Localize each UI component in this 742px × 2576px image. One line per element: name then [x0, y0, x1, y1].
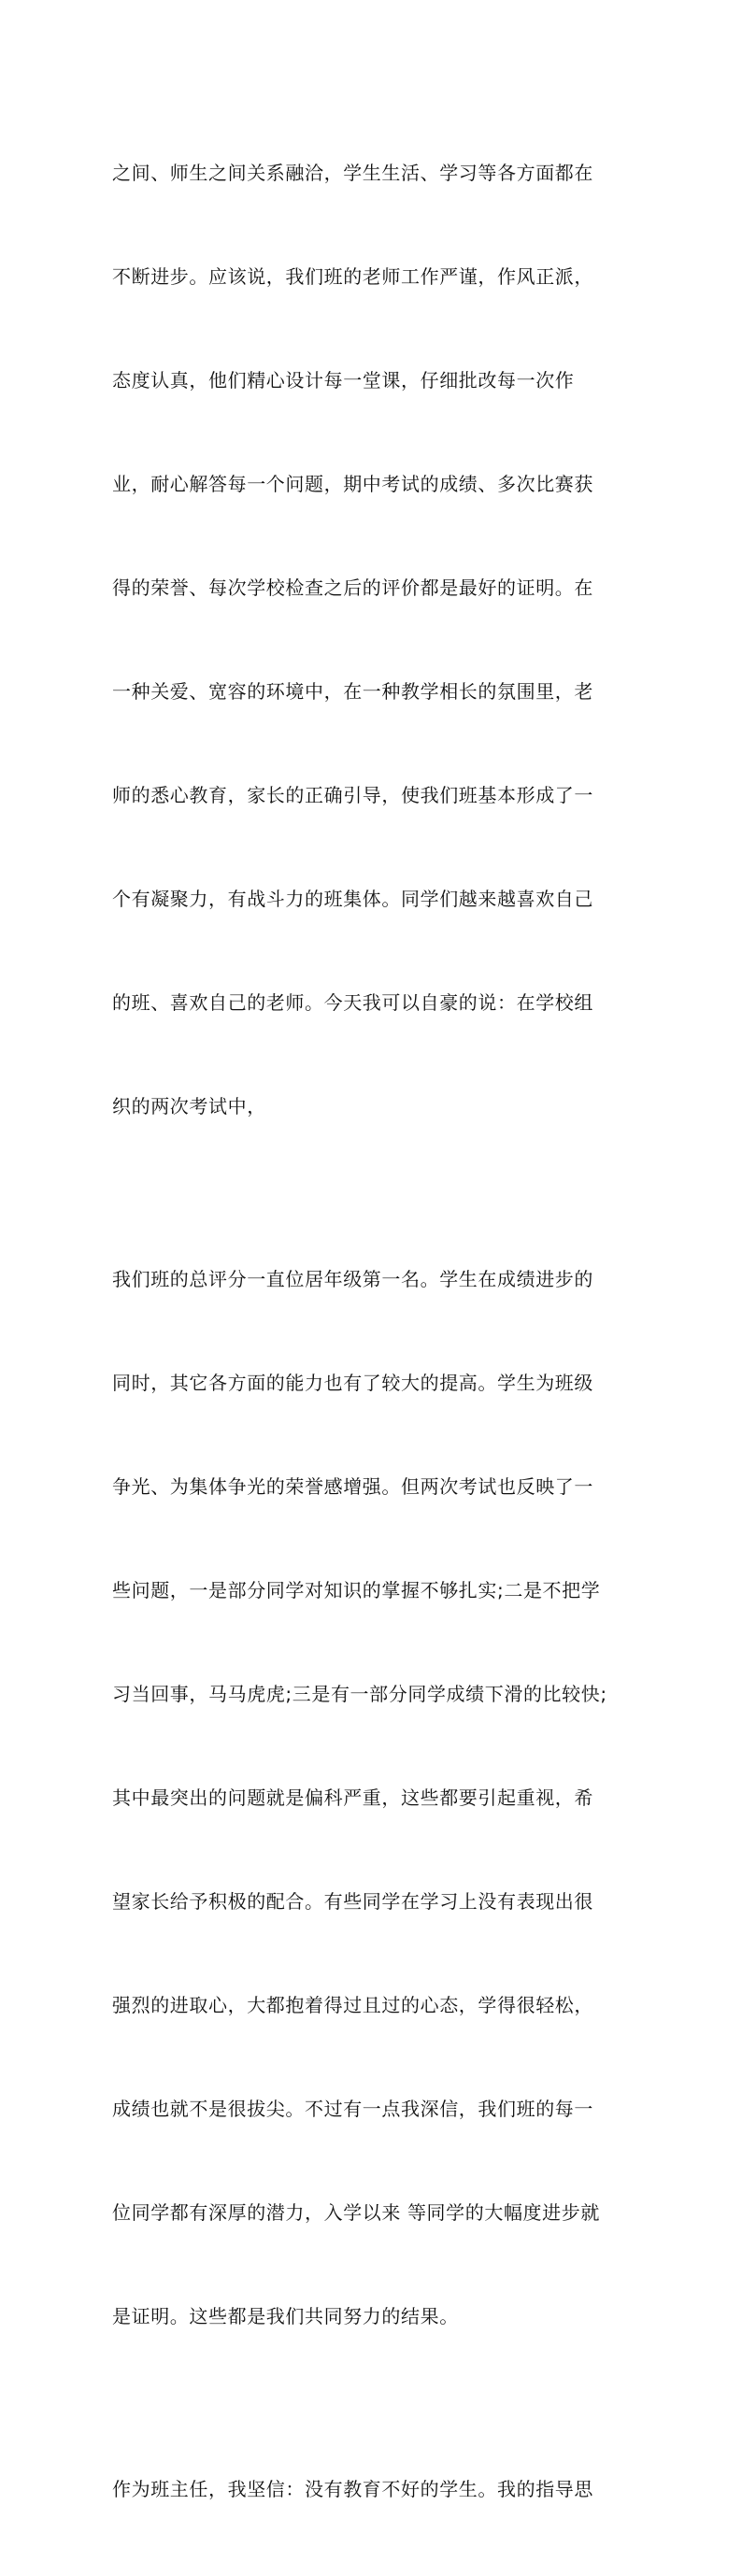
text-line: 些问题，一是部分同学对知识的掌握不够扎实;二是不把学 — [112, 1579, 601, 1601]
text-line: 习当回事，马马虎虎;三是有一部分同学成绩下滑的比较快; — [112, 1683, 607, 1705]
text-line: 是证明。这些都是我们共同努力的结果。 — [112, 2305, 459, 2327]
text-line: 之间、师生之间关系融洽，学生生活、学习等各方面都在 — [112, 162, 593, 184]
text-line: 一种关爱、宽容的环境中，在一种教学相长的氛围里，老 — [112, 680, 593, 703]
paragraph-1 — [112, 87, 635, 1193]
text-line: 态度认真，他们精心设计每一堂课，仔细批改每一次作 — [112, 369, 575, 391]
text-line: 我们班的总评分一直位居年级第一名。学生在成绩进步的 — [112, 1268, 593, 1290]
text-line: 同时，其它各方面的能力也有了较大的提高。学生为班级 — [112, 1372, 593, 1394]
text-line: 成绩也就不是很拔尖。不过有一点我深信，我们班的每一 — [112, 2098, 593, 2120]
text-line: 不断进步。应该说，我们班的老师工作严谨，作风正派， — [112, 265, 593, 288]
text-line: 个有凝聚力，有战斗力的班集体。同学们越来越喜欢自己 — [112, 888, 593, 910]
text-line: 业，耐心解答每一个问题，期中考试的成绩、多次比赛获 — [112, 473, 593, 495]
text-line: 望家长给予积极的配合。有些同学在学习上没有表现出很 — [112, 1890, 593, 1913]
text-line: 得的荣誉、每次学校检查之后的评价都是最好的证明。在 — [112, 576, 593, 599]
text-line: 作为班主任，我坚信：没有教育不好的学生。我的指导思 — [112, 2478, 593, 2500]
text-line: 的班、喜欢自己的老师。今天我可以自豪的说：在学校组 — [112, 991, 593, 1014]
text-line: 织的两次考试中， — [112, 1095, 266, 1117]
paragraph-3 — [112, 2403, 635, 2576]
text-line: 争光、为集体争光的荣誉感增强。但两次考试也反映了一 — [112, 1475, 593, 1498]
text-line: 强烈的进取心，大都抱着得过且过的心态，学得很轻松， — [112, 1994, 593, 2016]
document-body — [112, 87, 635, 2576]
text-line: 师的悉心教育，家长的正确引导，使我们班基本形成了一 — [112, 784, 593, 806]
paragraph-2 — [112, 1193, 635, 2403]
text-line: 位同学都有深厚的潜力，入学以来 等同学的大幅度进步就 — [112, 2201, 600, 2224]
text-line: 其中最突出的问题就是偏科严重，这些都要引起重视，希 — [112, 1786, 593, 1809]
